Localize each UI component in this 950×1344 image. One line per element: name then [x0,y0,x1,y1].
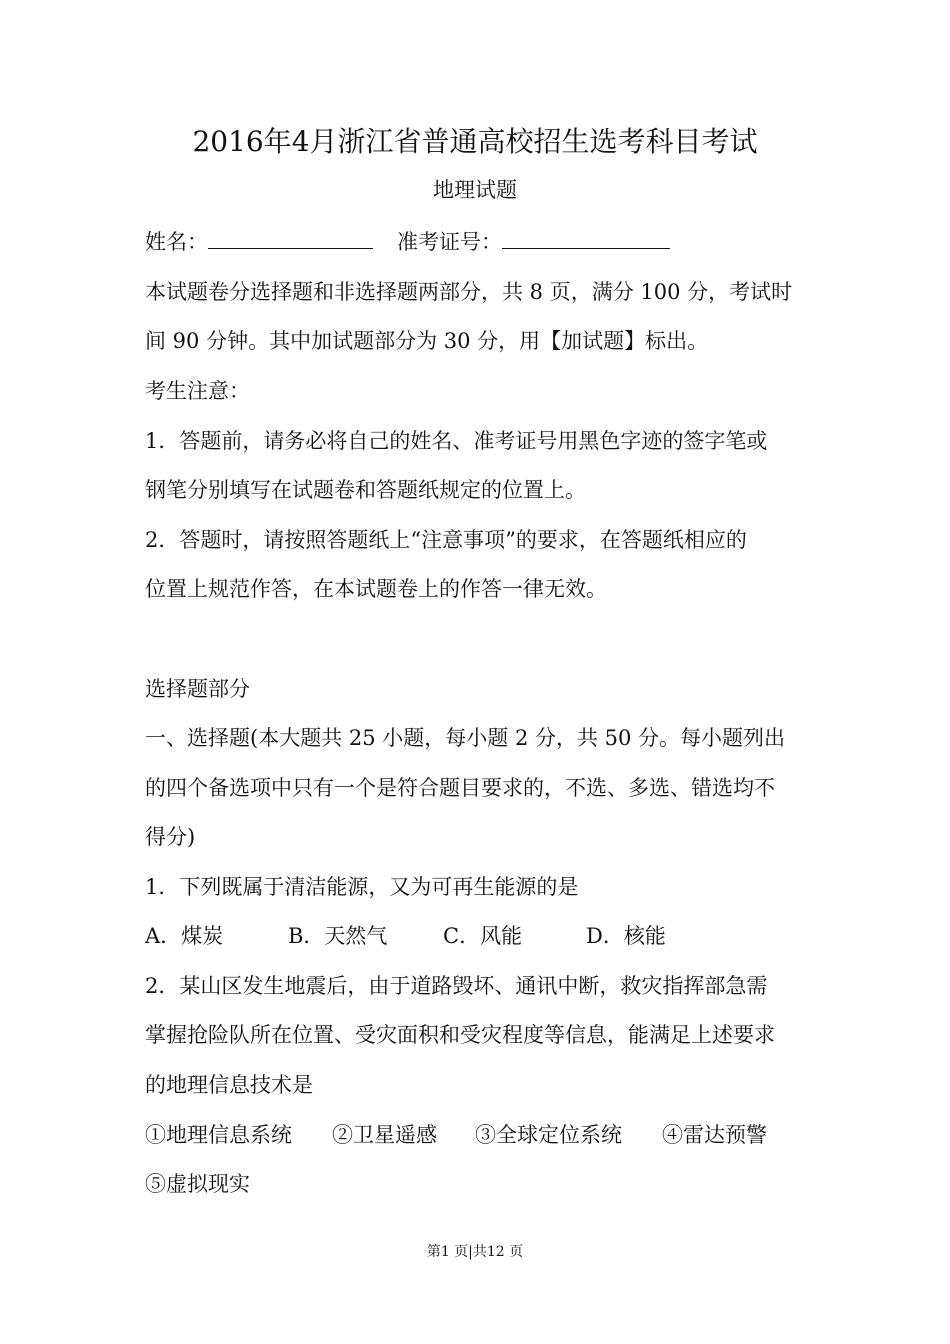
section-instr-line-2: 的四个备选项中只有一个是符合题目要求的，不选、多选、错选均不 [145,776,775,800]
q2-choice-4: ④雷达预警 [662,1123,767,1147]
note-2-line-2: 位置上规范作答，在本试题卷上的作答一律无效。 [145,577,607,601]
note-1-line-2: 钢笔分别填写在试题卷和答题纸规定的位置上。 [145,478,586,502]
q2-stem-line-1: 2．某山区发生地震后，由于道路毁坏、通讯中断，救灾指挥部急需 [145,974,768,998]
q2-choice-2: ②卫星遥感 [332,1123,437,1147]
q1-option-d: D．核能 [586,924,666,948]
q2-stem-line-3: 的地理信息技术是 [145,1073,313,1097]
note-1-line-1: 1．答题前，请务必将自己的姓名、准考证号用黑色字迹的签字笔或 [145,429,768,453]
intro-line-1: 本试题卷分选择题和非选择题两部分，共 8 页，满分 100 分，考试时 [145,280,793,304]
q2-choice-1: ①地理信息系统 [145,1123,292,1147]
section-instr-line-1: 一、选择题(本大题共 25 小题，每小题 2 分，共 50 分。每小题列出 [145,726,786,750]
name-blank [208,228,373,249]
note-2-line-1: 2．答题时，请按照答题纸上“注意事项”的要求，在答题纸相应的 [145,528,747,552]
name-label: 姓名： [145,230,208,254]
q2-choices-row-2 [145,1170,815,1198]
q2-choice-3: ③全球定位系统 [475,1123,622,1147]
q1-option-a: A．煤炭 [145,924,224,948]
id-label: 准考证号： [397,230,502,254]
id-blank [502,228,670,249]
exam-title: 2016年4月浙江省普通高校招生选考科目考试 [192,125,758,158]
q1-option-b: B．天然气 [288,924,388,948]
candidate-info-row [145,228,815,256]
exam-subtitle: 地理试题 [433,178,517,202]
intro-line-2: 间 90 分钟。其中加试题部分为 30 分，用【加试题】标出。 [145,329,709,353]
notes-heading: 考生注意： [145,379,250,403]
q2-choice-5: ⑤虚拟现实 [145,1172,250,1196]
q2-choices-row-1 [145,1121,815,1149]
q1-options [145,922,815,950]
q1-stem: 1．下列既属于清洁能源，又为可再生能源的是 [145,875,579,899]
section-instr-line-3: 得分) [145,825,196,849]
section-heading: 选择题部分 [145,677,250,701]
q2-stem-line-2: 掌握抢险队所在位置、受灾面积和受灾程度等信息，能满足上述要求 [145,1023,775,1047]
q1-option-c: C．风能 [443,924,523,948]
page-indicator: 第1 页|共12 页 [426,1244,524,1260]
